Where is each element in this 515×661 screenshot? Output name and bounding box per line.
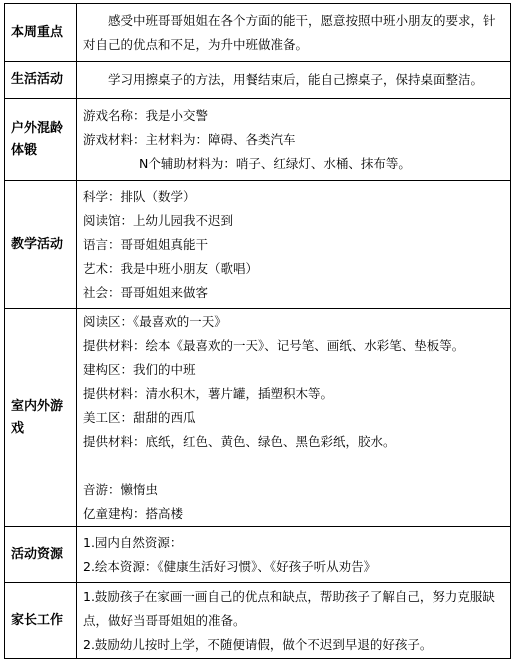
row-parent-work xyxy=(5,583,511,659)
row-label: 活动资源 xyxy=(5,527,77,583)
list-item: 1.园内自然资源： xyxy=(83,534,183,550)
list-item: N个辅助材料为：哨子、红绿灯、水桶、抹布等。 xyxy=(139,155,411,171)
row-weekly-focus xyxy=(5,4,511,62)
row-label: 户外混龄体锻 xyxy=(5,99,77,181)
row-label: 生活活动 xyxy=(5,62,77,99)
row-content xyxy=(77,309,511,527)
row-label: 室内外游戏 xyxy=(5,309,77,527)
list-item: 建构区：我们的中班 xyxy=(83,361,196,377)
row-label: 家长工作 xyxy=(5,583,77,659)
row-label: 本周重点 xyxy=(5,4,77,62)
row-content xyxy=(77,527,511,583)
row-content xyxy=(77,62,511,99)
daily-life-text: 学习用擦桌子的方法，用餐结束后，能自己擦桌子，保持桌面整洁。 xyxy=(108,72,484,87)
list-item: 提供材料：绘本《最喜欢的一天》、记号笔、画纸、水彩笔、垫板等。 xyxy=(83,337,465,353)
list-item: 亿童建构：搭高楼 xyxy=(83,505,184,521)
list-item: 社会：哥哥姐姐来做客 xyxy=(83,284,209,300)
row-resources xyxy=(5,527,511,583)
list-item: 1.鼓励孩子在家画一画自己的优点和缺点，帮助孩子了解自己，努力克服缺点，做好当哥哥姐姐的准备。 xyxy=(83,588,495,628)
blank-line xyxy=(83,454,504,478)
list-item: 阅读馆：上幼儿园我不迟到 xyxy=(83,212,234,228)
row-content xyxy=(77,99,511,181)
row-games xyxy=(5,309,511,527)
row-daily-life xyxy=(5,62,511,99)
list-item: 音游：懒惰虫 xyxy=(83,481,159,497)
row-outdoor-exercise xyxy=(5,99,511,181)
list-item: 游戏材料：主材料为：障碍、各类汽车 xyxy=(83,131,296,147)
list-item: 科学：排队（数学） xyxy=(83,188,196,204)
row-teaching xyxy=(5,181,511,309)
list-item: 美工区：甜甜的西瓜 xyxy=(83,409,196,425)
list-item: 阅读区：《最喜欢的一天》 xyxy=(83,313,227,329)
list-item: 提供材料：底纸，红色、黄色、绿色、黑色彩纸，胶水。 xyxy=(83,433,396,449)
list-item: 提供材料：清水积木，薯片罐，插塑积木等。 xyxy=(83,385,334,401)
row-content xyxy=(77,583,511,659)
row-content xyxy=(77,4,511,62)
weekly-plan-table xyxy=(4,3,511,659)
list-item: 艺术：我是中班小朋友（歌唱） xyxy=(83,260,259,276)
list-item: 语言：哥哥姐姐真能干 xyxy=(83,236,209,252)
list-item: 2.鼓励幼儿按时上学，不随便请假，做个不迟到早退的好孩子。 xyxy=(83,636,433,652)
list-item: 游戏名称：我是小交警 xyxy=(83,107,209,123)
list-item: 2.绘本资源：《健康生活好习惯》、《好孩子听从劝告》 xyxy=(83,558,377,574)
weekly-focus-text: 感受中班哥哥姐姐在各个方面的能干，愿意按照中班小朋友的要求，针对自己的优点和不足，为升中班做准备。 xyxy=(83,12,496,52)
row-content xyxy=(77,181,511,309)
row-label: 教学活动 xyxy=(5,181,77,309)
